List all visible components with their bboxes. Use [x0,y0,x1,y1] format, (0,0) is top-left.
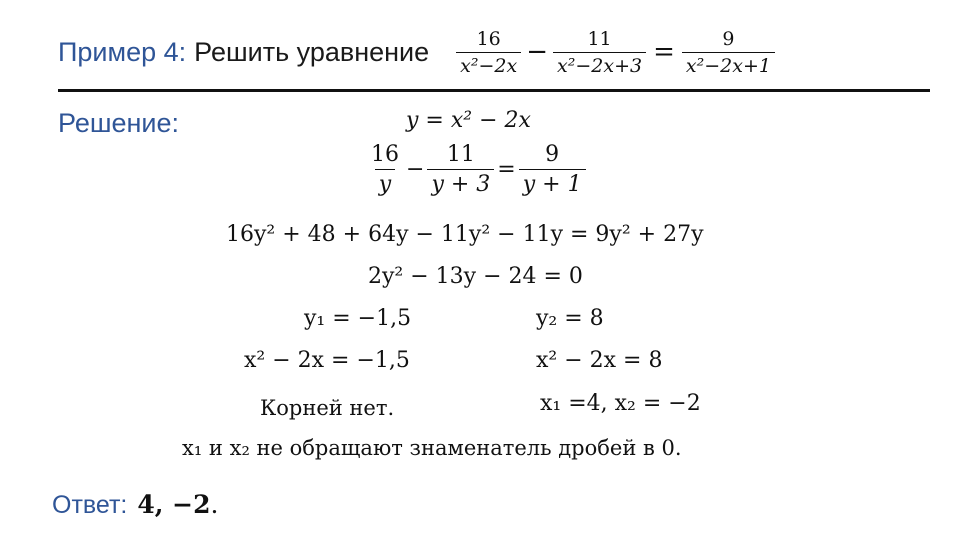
title-fraction-3: $\frac{9}{\text{x²−2x+1}}$ [682,28,775,77]
answer-line [52,490,218,520]
title-fraction-2: $\frac{11}{\text{x²−2x+3}}$ [553,28,646,77]
fraction-11-over-y-plus-3: $\frac{11}{y + 3}$ [427,142,494,197]
fraction-16-over-y: $\frac{16}{y}$ [371,142,399,197]
back-substitution-2: x² − 2x = 8 [536,348,663,373]
problem-prefix: Пример 4: [58,36,187,67]
expanded-equation: 16y² + 48 + 64y − 11y² − 11y = 9y² + 27y [226,222,704,247]
answer-period: . [210,490,219,519]
title-equals: = [653,37,675,67]
title-divider [58,89,930,92]
back-substitution-1: x² − 2x = −1,5 [244,348,410,373]
root-y2: y₂ = 8 [536,306,604,331]
answer-label: Ответ: [52,491,128,519]
problem-title [58,22,778,82]
solution-label: Решение: [58,108,180,138]
title-minus: − [526,37,549,67]
quadratic-equation: 2y² − 13y − 24 = 0 [368,264,583,289]
root-y1: y₁ = −1,5 [304,306,412,331]
fraction-9-over-y-plus-1: $\frac{9}{y + 1}$ [519,142,586,197]
fraction-equals: = [497,157,516,182]
answer-value: 4, −2 [137,490,211,519]
fraction-minus: − [406,157,425,182]
domain-note: x₁ и x₂ не обращают знаменатель дробей в 0. [182,436,682,460]
title-fraction-1: $\frac{16}{\text{x²−2x}}$ [456,28,521,77]
result-no-roots: Корней нет. [260,396,395,420]
result-roots: x₁ =4, x₂ = −2 [540,391,701,416]
fraction-equation [364,142,589,197]
substitution-line: y = x² − 2x [406,108,531,133]
problem-equation [453,28,778,77]
problem-text: Решить уравнение [194,36,430,67]
